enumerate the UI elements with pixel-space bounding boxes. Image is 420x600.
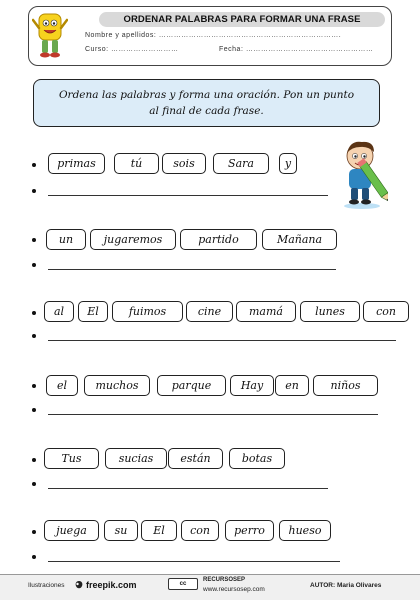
- word-card[interactable]: en: [275, 375, 309, 396]
- word-card[interactable]: un: [46, 229, 86, 250]
- author-label: AUTOR: Maria Olivares: [310, 582, 382, 589]
- answer-line[interactable]: [48, 340, 396, 341]
- answer-line[interactable]: [48, 414, 378, 415]
- cc-license-badge: [168, 578, 198, 590]
- word-card[interactable]: con: [363, 301, 409, 322]
- word-card[interactable]: lunes: [300, 301, 360, 322]
- word-card[interactable]: el: [46, 375, 78, 396]
- answer-line[interactable]: [48, 269, 336, 270]
- word-card[interactable]: parque: [157, 375, 226, 396]
- exercise-bullet: [32, 238, 36, 242]
- word-card[interactable]: con: [181, 520, 219, 541]
- word-card[interactable]: Mañana: [262, 229, 337, 250]
- word-card[interactable]: al: [44, 301, 74, 322]
- word-card[interactable]: El: [141, 520, 177, 541]
- word-card[interactable]: juega: [44, 520, 99, 541]
- word-card[interactable]: muchos: [84, 375, 150, 396]
- freepik-link[interactable]: freepik.com: [86, 580, 137, 590]
- word-card[interactable]: El: [78, 301, 108, 322]
- word-card[interactable]: sois: [162, 153, 206, 174]
- page-title: ORDENAR PALABRAS PARA FORMAR UNA FRASE: [99, 12, 385, 27]
- exercise-bullet: [32, 458, 36, 462]
- exercise-bullet: [32, 311, 36, 315]
- word-card[interactable]: Tus: [44, 448, 99, 469]
- word-card[interactable]: jugaremos: [90, 229, 176, 250]
- boy-with-pencil-icon: [336, 138, 388, 210]
- cc-badge-text: cc: [179, 581, 187, 587]
- word-card[interactable]: tú: [114, 153, 159, 174]
- word-card[interactable]: su: [104, 520, 138, 541]
- site-link[interactable]: www.recursosep.com: [203, 586, 265, 593]
- word-card[interactable]: y: [279, 153, 297, 174]
- answer-line[interactable]: [48, 195, 328, 196]
- word-card[interactable]: cine: [186, 301, 233, 322]
- answer-line[interactable]: [48, 488, 328, 489]
- word-card[interactable]: niños: [313, 375, 378, 396]
- word-card[interactable]: primas: [48, 153, 105, 174]
- word-card[interactable]: Hay: [230, 375, 274, 396]
- illustrations-label: Ilustraciones: [28, 582, 65, 589]
- instruction-line-2: al final de cada frase.: [149, 105, 264, 117]
- exercise-bullet: [32, 163, 36, 167]
- answer-bullet: [32, 189, 36, 193]
- exercise-bullet: [32, 384, 36, 388]
- answer-bullet: [32, 555, 36, 559]
- answer-line[interactable]: [48, 561, 340, 562]
- answer-bullet: [32, 408, 36, 412]
- mascot-icon: [32, 10, 68, 58]
- course-field-label: Curso: ………………………: [85, 46, 179, 53]
- word-card[interactable]: fuimos: [112, 301, 183, 322]
- exercise-bullet: [32, 530, 36, 534]
- site-brand: RECURSOSEP: [203, 577, 246, 583]
- word-card[interactable]: sucias: [105, 448, 167, 469]
- word-card[interactable]: partido: [180, 229, 257, 250]
- freepik-logo-icon: [74, 580, 84, 590]
- instruction-box: [33, 79, 380, 127]
- word-card[interactable]: botas: [229, 448, 285, 469]
- word-card[interactable]: hueso: [279, 520, 331, 541]
- word-card[interactable]: Sara: [213, 153, 269, 174]
- answer-bullet: [32, 334, 36, 338]
- date-field-label: Fecha: ……………………………………………: [219, 46, 374, 53]
- answer-bullet: [32, 482, 36, 486]
- answer-bullet: [32, 263, 36, 267]
- header-box: [28, 6, 392, 66]
- word-card[interactable]: están: [168, 448, 223, 469]
- instruction-line-1: Ordena las palabras y forma una oración. Pon un punto: [58, 89, 355, 101]
- word-card[interactable]: mamá: [236, 301, 296, 322]
- name-field-label: Nombre y apellidos: ……………………………………………………………….: [85, 32, 342, 39]
- word-card[interactable]: perro: [225, 520, 274, 541]
